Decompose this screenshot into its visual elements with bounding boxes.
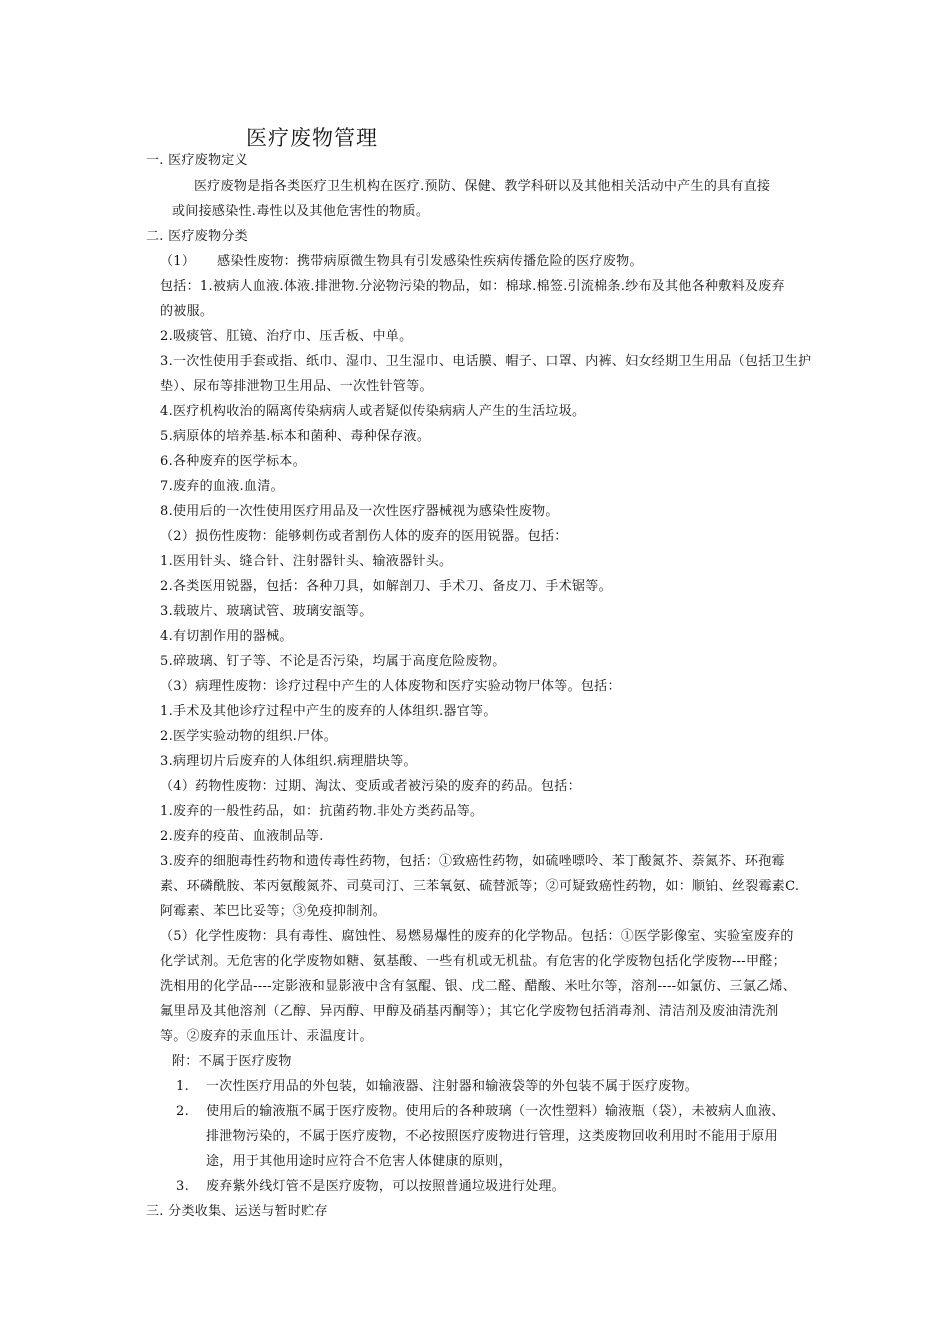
category-1-item: 包括：1.被病人血液.体液.排泄物.分泌物污染的物品，如：棉球.棉签.引流棉条.纱布及其他各种敷料及废弃: [160, 279, 785, 294]
document-title: 医疗废物管理: [246, 126, 378, 150]
category-1-item: 垫）、尿布等排泄物卫生用品、一次性针管等。: [160, 379, 433, 394]
category-2-item: 4.有切割作用的器械。: [160, 629, 293, 644]
appendix-text: 废弃紫外线灯管不是医疗废物，可以按照普通垃圾进行处理。: [206, 1179, 566, 1194]
section-1-paragraph-line: 或间接感染性.毒性以及其他危害性的物质。: [172, 204, 430, 219]
category-2-item: 2.各类医用锐器，包括：各种刀具，如解剖刀、手术刀、备皮刀、手术锯等。: [160, 579, 612, 594]
appendix-number: 1.: [176, 1079, 190, 1094]
appendix-text: 使用后的输液瓶不属于医疗废物。使用后的各种玻璃（一次性塑料）输液瓶（袋），未被病人血液、: [206, 1104, 785, 1119]
category-1-item: 4.医疗机构收治的隔离传染病病人或者疑似传染病病人产生的生活垃圾。: [160, 404, 586, 419]
category-4-item: 阿霉素、苯巴比妥等；③免疫抑制剂。: [160, 904, 387, 919]
category-1-item: 的被服。: [160, 304, 214, 319]
category-3-item: 3.病理切片后废弃的人体组织.病理腊块等。: [160, 754, 417, 769]
appendix-number: 3.: [176, 1179, 190, 1194]
category-1-item: 5.病原体的培养基.标本和菌种、毒种保存液。: [160, 429, 431, 444]
appendix-item-3: [176, 1178, 565, 1196]
category-1-heading: [160, 253, 643, 271]
category-2-item: 3.载玻片、玻璃试管、玻璃安瓿等。: [160, 604, 373, 619]
appendix-item-2-continuation: 途，用于其他用途时应符合不危害人体健康的原则，: [206, 1154, 512, 1169]
appendix-heading: 附：不属于医疗废物: [172, 1054, 292, 1069]
section-3-heading: 三. 分类收集、运送与暂时贮存: [146, 1204, 328, 1219]
category-1-item: 8.使用后的一次性使用医疗用品及一次性医疗器械视为感染性废物。: [160, 504, 559, 519]
appendix-item-2: [176, 1103, 785, 1121]
section-2-heading: 二. 医疗废物分类: [146, 229, 248, 244]
appendix-item-2-continuation: 排泄物污染的，不属于医疗废物，不必按照医疗废物进行管理，这类废物回收利用时不能用于原用: [206, 1129, 778, 1144]
category-1-number: （1）: [160, 254, 196, 269]
category-2-item: 1.医用针头、缝合针、注射器针头、输液器针头。: [160, 554, 453, 569]
category-1-item: 3.一次性使用手套或指、纸巾、湿巾、卫生湿巾、电话膜、帽子、口罩、内裤、妇女经期卫生用品（包括卫生护: [160, 354, 812, 369]
section-1-heading: 一. 医疗废物定义: [146, 153, 248, 168]
category-1-item: 7.废弃的血液.血清。: [160, 479, 284, 494]
category-1-text: 感染性废物：携带病原微生物具有引发感染性疾病传播危险的医疗废物。: [217, 254, 643, 269]
category-2-item: 5.碎玻璃、钉子等、不论是否污染，均属于高度危险废物。: [160, 654, 506, 669]
section-1-paragraph-line: 医疗废物是指各类医疗卫生机构在医疗.预防、保健、教学科研以及其他相关活动中产生的具有直接: [194, 179, 771, 194]
category-1-item: 6.各种废弃的医学标本。: [160, 454, 307, 469]
category-3-heading: （3）病理性废物：诊疗过程中产生的人体废物和医疗实验动物尸体等。包括：: [160, 679, 621, 694]
category-5-line: （5）化学性废物：具有毒性、腐蚀性、易燃易爆性的废弃的化学物品。包括：①医学影像室、实验室废弃的: [160, 929, 794, 944]
category-4-item: 素、环磷酰胺、苯丙氨酸氮芥、司莫司汀、三苯氧氨、硫替派等；②可疑致癌性药物，如：顺铂、丝裂霉素C.: [160, 879, 800, 894]
category-4-item: 3.废弃的细胞毒性药物和遗传毒性药物，包括：①致癌性药物，如硫唑嘌呤、苯丁酸氮芥、萘氮芥、环孢霉: [160, 854, 785, 869]
appendix-text: 一次性医疗用品的外包装，如输液器、注射器和输液袋等的外包装不属于医疗废物。: [206, 1079, 699, 1094]
category-2-heading: （2）损伤性废物：能够刺伤或者割伤人体的废弃的医用锐器。包括：: [160, 529, 568, 544]
category-3-item: 1.手术及其他诊疗过程中产生的废弃的人体组织.器官等。: [160, 704, 497, 719]
appendix-number: 2.: [176, 1104, 190, 1119]
category-5-line: 化学试剂。无危害的化学废物如糖、氨基酸、一些有机或无机盐。有危害的化学废物包括化学废物---甲醛；: [160, 954, 786, 969]
category-3-item: 2.医学实验动物的组织.尸体。: [160, 729, 338, 744]
category-4-heading: （4）药物性废物：过期、淘汰、变质或者被污染的废弃的药品。包括：: [160, 779, 581, 794]
category-1-item: 2.吸痰管、肛镜、治疗巾、压舌板、中单。: [160, 329, 413, 344]
category-5-line: 洗相用的化学品----定影液和显影液中含有氢醌、银、戊二醛、醋酸、米吐尔等，溶剂----如氯仿、三氯乙烯、: [160, 979, 797, 994]
category-5-line: 氟里昂及其他溶剂（乙醇、异丙醇、甲醇及硝基丙酮等）；其它化学废物包括消毒剂、清洁剂及废油清洗剂: [160, 1004, 779, 1019]
category-5-line: 等。②废弃的汞血压计、汞温度计。: [160, 1029, 373, 1044]
appendix-item-1: [176, 1078, 698, 1096]
category-4-item: 1.废弃的一般性药品，如：抗菌药物.非处方类药品等。: [160, 804, 484, 819]
category-4-item: 2.废弃的疫苗、血液制品等.: [160, 829, 324, 844]
